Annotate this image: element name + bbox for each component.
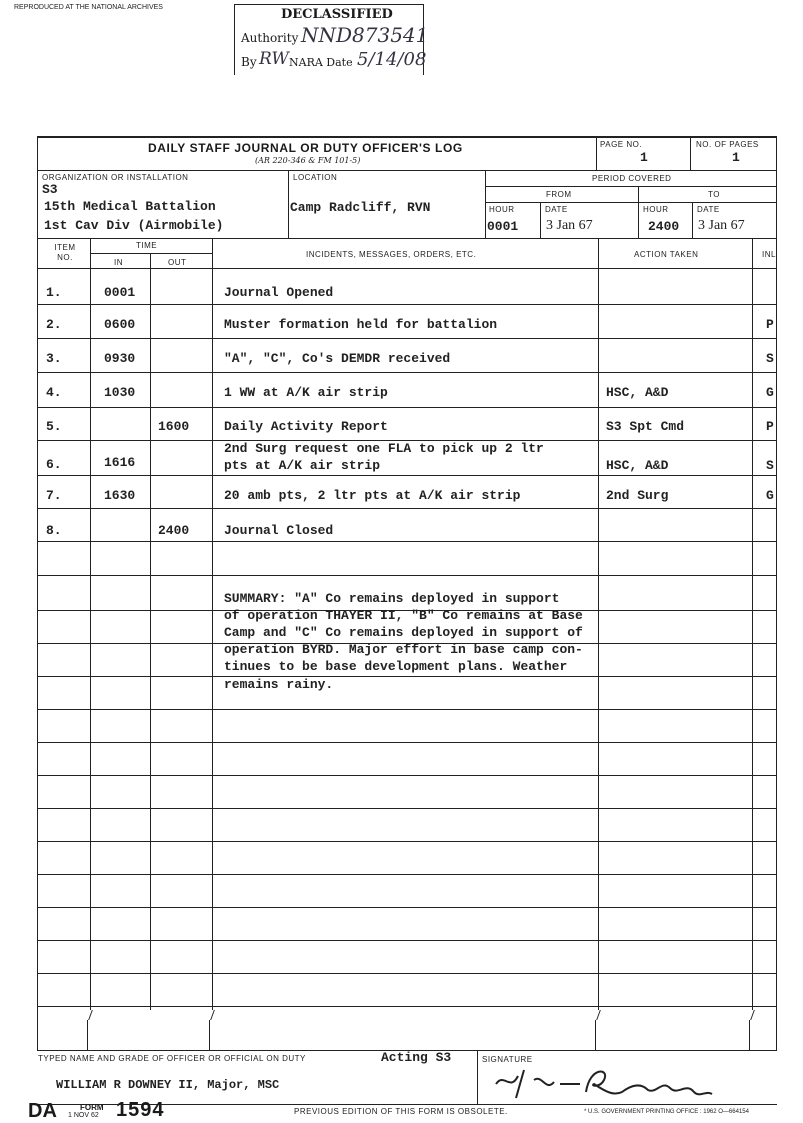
row-rule [37, 709, 777, 710]
officer-name: WILLIAM R DOWNEY II, Major, MSC [56, 1078, 280, 1092]
entry-inl: P [766, 317, 774, 332]
entry-number: 6. [46, 457, 62, 472]
row-rule [37, 407, 777, 408]
from-hour-value: 0001 [487, 219, 519, 234]
form-word: FORM [80, 1103, 104, 1112]
to-label: TO [708, 190, 720, 199]
row-rule [37, 841, 777, 842]
stamp-date-value: 5/14/08 [357, 49, 427, 70]
time-label: TIME [136, 241, 158, 250]
stamp-nara-label: NARA Date [289, 56, 353, 69]
entry-action: HSC, A&D [606, 458, 669, 473]
row-rule [37, 874, 777, 875]
entry-action: HSC, A&D [606, 385, 669, 400]
form-title: DAILY STAFF JOURNAL OR DUTY OFFICER'S LOG [148, 141, 463, 155]
signature-image [490, 1062, 720, 1106]
entry-time-in: 1630 [104, 488, 136, 503]
item-no-label: ITEM NO. [54, 243, 76, 262]
signature-label: SIGNATURE [482, 1055, 533, 1064]
row-rule [37, 304, 777, 305]
entry-text: 2nd Surg request one FLA to pick up 2 ltr [224, 441, 544, 456]
printing-note: * U.S. GOVERNMENT PRINTING OFFICE : 1962 O—664154 [584, 1109, 749, 1115]
entry-text: 1 WW at A/K air strip [224, 385, 388, 400]
row-rule [37, 907, 777, 908]
archive-note: REPRODUCED AT THE NATIONAL ARCHIVES [14, 4, 163, 11]
page-no-value: 1 [640, 150, 648, 165]
entry-number: 8. [46, 523, 62, 538]
row-rule [37, 1006, 777, 1007]
row-rule [37, 742, 777, 743]
action-label: ACTION TAKEN [634, 250, 699, 259]
entry-time-in: 0930 [104, 351, 136, 366]
row-rule [37, 676, 777, 677]
from-date-value: 3 Jan 67 [546, 218, 593, 233]
entry-text: 20 amb pts, 2 ltr pts at A/K air strip [224, 488, 521, 503]
org-label: ORGANIZATION OR INSTALLATION [42, 173, 189, 182]
row-rule [37, 808, 777, 809]
entry-number: 7. [46, 488, 62, 503]
entry-action: 2nd Surg [606, 488, 669, 503]
row-rule [37, 940, 777, 941]
entry-action: S3 Spt Cmd [606, 419, 685, 434]
row-rule [37, 338, 777, 339]
entry-time-in: 0001 [104, 285, 136, 300]
form-number: 1594 [116, 1099, 165, 1121]
entry-text-continued: pts at A/K air strip [224, 458, 381, 473]
duty-role: Acting S3 [381, 1050, 452, 1065]
summary-line: operation BYRD. Major effort in base camp con- [224, 642, 583, 657]
summary-line: Camp and "C" Co remains deployed in support of [224, 625, 583, 640]
entry-number: 4. [46, 385, 62, 400]
stamp-by-label: By [241, 55, 257, 69]
stamp-title: DECLASSIFIED [281, 7, 393, 22]
entry-number: 2. [46, 317, 62, 332]
obsolete-note: PREVIOUS EDITION OF THIS FORM IS OBSOLETE. [294, 1107, 508, 1116]
entry-inl: P [766, 419, 774, 434]
summary-line: SUMMARY: "A" Co remains deployed in support [224, 591, 560, 606]
entry-number: 5. [46, 419, 62, 434]
location-label: LOCATION [293, 173, 338, 182]
form-date: 1 NOV 62 [68, 1112, 99, 1119]
row-rule [37, 541, 777, 542]
stamp-authority-label: Authority [241, 31, 299, 45]
row-rule [37, 372, 777, 373]
inl-label: INL [762, 250, 776, 259]
entry-inl: S [766, 458, 774, 473]
to-date-value: 3 Jan 67 [698, 218, 745, 233]
entry-number: 3. [46, 351, 62, 366]
entry-text: Journal Opened [224, 285, 334, 300]
typed-name-label: TYPED NAME AND GRADE OF OFFICER OR OFFICIAL ON DUTY [38, 1054, 306, 1063]
from-label: FROM [546, 190, 572, 199]
stamp-by-value: RW [259, 49, 289, 69]
row-rule [37, 575, 777, 576]
row-rule [37, 508, 777, 509]
entry-text: Daily Activity Report [224, 419, 388, 434]
entry-text: "A", "C", Co's DEMDR received [224, 351, 451, 366]
summary-line: tinues to be base development plans. Weather [224, 659, 568, 674]
location-value: Camp Radcliff, RVN [290, 200, 431, 215]
stamp-authority-value: NND873541 [301, 23, 429, 47]
entry-time-in: 1030 [104, 385, 136, 400]
to-date-label: DATE [697, 205, 720, 214]
row-rule [37, 475, 777, 476]
entry-time-in: 1616 [104, 455, 136, 470]
period-label: PERIOD COVERED [592, 174, 672, 183]
num-pages-label: NO. OF PAGES [696, 140, 759, 149]
org-line-2: 15th Medical Battalion [44, 199, 216, 214]
page-no-label: PAGE NO. [600, 140, 643, 149]
row-rule [37, 973, 777, 974]
entry-inl: S [766, 351, 774, 366]
org-line-1: S3 [42, 182, 58, 197]
to-hour-label: HOUR [643, 205, 669, 214]
entry-inl: G [766, 385, 774, 400]
entry-number: 1. [46, 285, 62, 300]
entry-text: Journal Closed [224, 523, 334, 538]
org-line-3: 1st Cav Div (Airmobile) [44, 218, 224, 233]
declassified-stamp [234, 4, 429, 75]
summary-line: remains rainy. [224, 677, 334, 692]
to-hour-value: 2400 [648, 219, 680, 234]
form-subtitle: (AR 220-346 & FM 101-5) [255, 156, 361, 165]
row-rule [37, 775, 777, 776]
entry-inl: G [766, 488, 774, 503]
out-label: OUT [168, 258, 187, 267]
num-pages-value: 1 [732, 150, 740, 165]
from-date-label: DATE [545, 205, 568, 214]
from-hour-label: HOUR [489, 205, 515, 214]
entry-time-out: 2400 [158, 523, 190, 538]
entry-time-out: 1600 [158, 419, 190, 434]
in-label: IN [114, 258, 123, 267]
form-da: DA [28, 1100, 57, 1122]
entry-time-in: 0600 [104, 317, 136, 332]
incidents-label: INCIDENTS, MESSAGES, ORDERS, ETC. [306, 250, 477, 259]
entry-text: Muster formation held for battalion [224, 317, 498, 332]
summary-line: of operation THAYER II, "B" Co remains at Base [224, 608, 583, 623]
